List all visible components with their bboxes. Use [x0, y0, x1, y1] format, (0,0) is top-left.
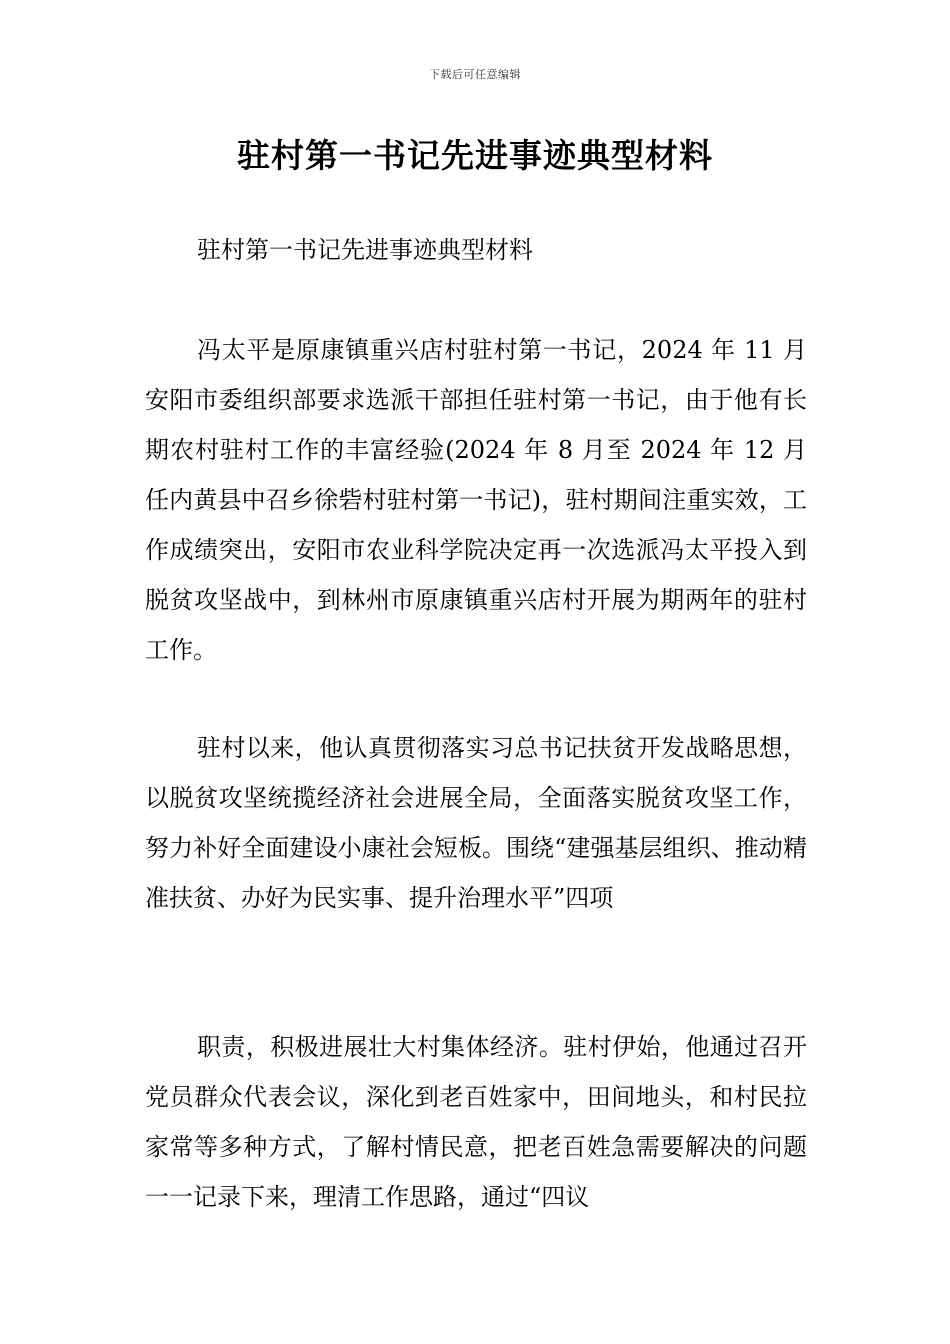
subtitle: 驻村第一书记先进事迹典型材料 — [197, 236, 533, 264]
document-title: 驻村第一书记先进事迹典型材料 — [237, 136, 713, 175]
header-note: 下载后可任意编辑 — [429, 68, 521, 81]
paragraph-1: 冯太平是原康镇重兴店村驻村第一书记，2024 年 11 月安阳市委组织部要求选派干部担任驻村第一书记，由于他有长期农村驻村工作的丰富经验(2024 年 8 月至 2024 年 12 月任内黄县中召乡徐砦村驻村第一书记)，驻村期间注重实效，工作成绩突出，安阳市农业科学院决定再一次选派冯太平投入到脱贫攻坚战中，到林州市原康镇重兴店村开展为期两年的驻村工作。 — [145, 336, 807, 664]
paragraph-3: 职责，积极进展壮大村集体经济。驻村伊始，他通过召开党员群众代表会议，深化到老百姓家中，田间地头，和村民拉家常等多种方式，了解村情民意，把老百姓急需要解决的问题一一记录下来，理清工作思路，通过“四议 — [145, 1033, 807, 1211]
paragraph-2: 驻村以来，他认真贯彻落实习总书记扶贫开发战略思想，以脱贫攻坚统揽经济社会进展全局，全面落实脱贫攻坚工作，努力补好全面建设小康社会短板。围绕“建强基层组织、推动精准扶贫、办好为民实事、提升治理水平”四项 — [145, 734, 807, 912]
